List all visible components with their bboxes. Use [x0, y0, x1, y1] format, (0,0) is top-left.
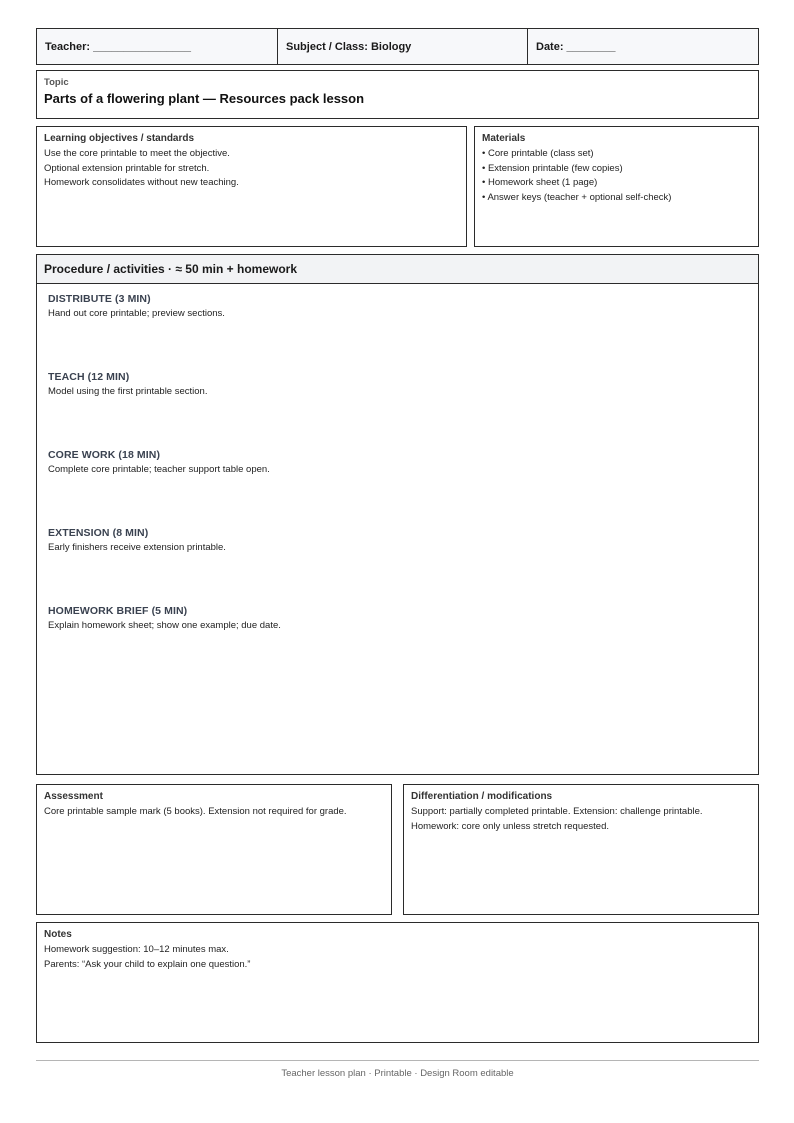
differentiation-text[interactable] — [411, 805, 751, 834]
material-item: • Extension printable (few copies) — [482, 162, 623, 174]
differentiation-section — [403, 784, 759, 915]
step-description: Early finishers receive extension printable. — [48, 542, 226, 553]
material-item: • Core printable (class set) — [482, 148, 594, 159]
header-row — [36, 28, 759, 65]
procedure-step[interactable] — [48, 449, 747, 527]
procedure-step[interactable] — [48, 605, 747, 683]
notes-section — [36, 922, 759, 1043]
assessment-label: Assessment — [44, 791, 103, 802]
assessment-line: Core printable sample mark (5 books). Extension not required for grade. — [44, 806, 347, 817]
procedure-step[interactable] — [48, 371, 747, 449]
procedure-section — [36, 254, 759, 775]
step-title: HOMEWORK BRIEF (5 MIN) — [48, 605, 188, 617]
procedure-step[interactable] — [48, 293, 747, 371]
differentiation-line: Homework: core only unless stretch requested. — [411, 820, 610, 832]
step-title: EXTENSION (8 MIN) — [48, 527, 149, 539]
topic-title[interactable]: Parts of a flowering plant — Resources pack lesson — [44, 91, 365, 106]
materials-list[interactable] — [482, 147, 751, 205]
notes-text[interactable] — [44, 943, 751, 972]
notes-label: Notes — [44, 929, 72, 940]
materials-section — [474, 126, 759, 247]
objective-line: Use the core printable to meet the objective. — [44, 148, 230, 159]
footer-divider — [36, 1060, 759, 1061]
date-field[interactable]: Date: ________ — [527, 29, 758, 64]
subject-class-field[interactable]: Subject / Class: Biology — [277, 29, 527, 64]
teacher-field[interactable]: Teacher: ________________ — [45, 40, 191, 53]
step-title: TEACH (12 MIN) — [48, 371, 130, 383]
step-title: DISTRIBUTE (3 MIN) — [48, 293, 151, 305]
material-item: • Homework sheet (1 page) — [482, 177, 598, 188]
notes-line: Parents: “Ask your child to explain one question.” — [44, 958, 251, 970]
objective-line: Optional extension printable for stretch. — [44, 162, 210, 174]
footer-text: Teacher lesson plan · Printable · Design Room editable — [281, 1068, 514, 1079]
topic-label: Topic — [44, 77, 69, 88]
differentiation-label: Differentiation / modifications — [411, 791, 553, 802]
objective-line: Homework consolidates without new teaching. — [44, 177, 239, 188]
materials-label: Materials — [482, 133, 526, 144]
notes-line: Homework suggestion: 10–12 minutes max. — [44, 944, 229, 955]
procedure-steps — [37, 284, 758, 683]
step-description: Explain homework sheet; show one example; due date. — [48, 620, 281, 631]
objectives-label: Learning objectives / standards — [44, 133, 195, 144]
assessment-section — [36, 784, 392, 915]
step-description: Model using the first printable section. — [48, 386, 208, 397]
objectives-list[interactable] — [44, 147, 459, 191]
procedure-heading: Procedure / activities · ≈ 50 min + homework — [37, 255, 758, 284]
assessment-text[interactable] — [44, 805, 384, 820]
learning-objectives-section — [36, 126, 467, 247]
differentiation-line: Support: partially completed printable. Extension: challenge printable. — [411, 806, 703, 817]
procedure-step[interactable] — [48, 527, 747, 605]
material-item: • Answer keys (teacher + optional self-check) — [482, 191, 672, 203]
step-title: CORE WORK (18 MIN) — [48, 449, 161, 461]
topic-section — [36, 70, 759, 119]
step-description: Complete core printable; teacher support table open. — [48, 464, 270, 475]
step-description: Hand out core printable; preview sections. — [48, 308, 225, 319]
